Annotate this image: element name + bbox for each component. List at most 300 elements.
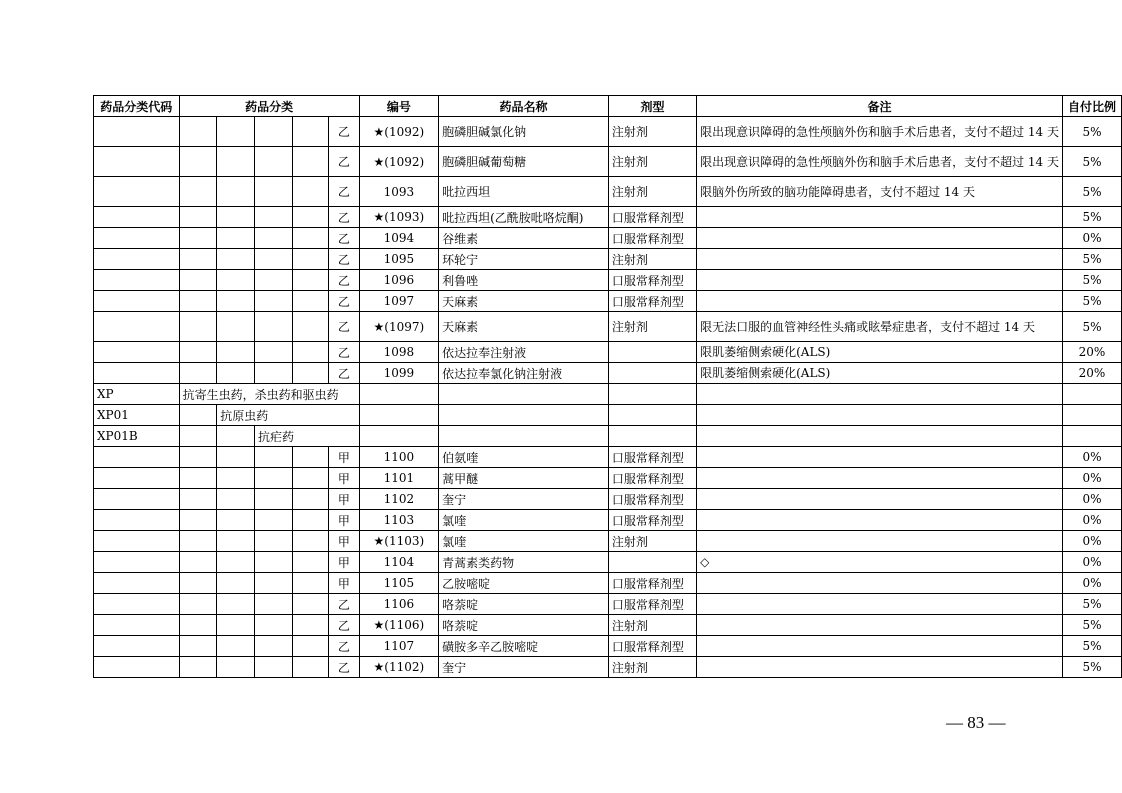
category-level-3-cell <box>255 177 293 207</box>
remark-cell <box>697 510 1063 531</box>
category-level-1-cell <box>179 636 217 657</box>
code-cell <box>94 177 180 207</box>
empty-cell <box>439 384 609 405</box>
grade-cell: 甲 <box>329 489 359 510</box>
category-level-1-cell <box>179 342 217 363</box>
category-level-1-cell <box>179 510 217 531</box>
ratio-cell: 5% <box>1063 615 1122 636</box>
table-row <box>94 270 1122 291</box>
number-cell: 1094 <box>359 228 439 249</box>
drug-name-cell: 乙胺嘧啶 <box>439 573 609 594</box>
category-level-2-cell <box>217 228 255 249</box>
code-cell <box>94 531 180 552</box>
grade-cell: 乙 <box>329 270 359 291</box>
category-level-1-cell <box>179 552 217 573</box>
category-level-1-cell <box>179 447 217 468</box>
drug-name-cell: 谷维素 <box>439 228 609 249</box>
category-level-2-cell <box>217 291 255 312</box>
header-number: 编号 <box>359 96 439 117</box>
number-cell: 1106 <box>359 594 439 615</box>
category-level-4-cell <box>293 342 329 363</box>
table-row <box>94 249 1122 270</box>
remark-cell: 限肌萎缩侧索硬化(ALS) <box>697 363 1063 384</box>
category-level-2-cell <box>217 510 255 531</box>
category-level-2-cell <box>217 531 255 552</box>
code-cell <box>94 270 180 291</box>
category-level-1-cell <box>179 249 217 270</box>
grade-cell: 乙 <box>329 615 359 636</box>
number-cell: 1098 <box>359 342 439 363</box>
number-cell: ★(1097) <box>359 312 439 342</box>
code-cell <box>94 552 180 573</box>
ratio-cell: 5% <box>1063 636 1122 657</box>
category-level-2-cell <box>217 657 255 678</box>
category-level-4-cell <box>293 270 329 291</box>
number-cell: ★(1106) <box>359 615 439 636</box>
empty-cell <box>1063 405 1122 426</box>
category-level-3-cell <box>255 531 293 552</box>
ratio-cell: 5% <box>1063 291 1122 312</box>
code-cell <box>94 312 180 342</box>
table-row <box>94 489 1122 510</box>
category-level-3-cell <box>255 228 293 249</box>
category-level-4-cell <box>293 468 329 489</box>
category-level-1-cell <box>179 312 217 342</box>
category-level-2-cell <box>217 363 255 384</box>
category-level-4-cell <box>293 531 329 552</box>
dosage-form-cell: 口服常释剂型 <box>608 447 696 468</box>
table-row <box>94 117 1122 147</box>
category-level-3-cell <box>255 468 293 489</box>
category-level-3-cell <box>255 342 293 363</box>
category-level-4-cell <box>293 657 329 678</box>
grade-cell: 甲 <box>329 573 359 594</box>
table-row <box>94 636 1122 657</box>
code-cell <box>94 363 180 384</box>
dosage-form-cell: 口服常释剂型 <box>608 594 696 615</box>
grade-cell: 乙 <box>329 594 359 615</box>
category-level-1-cell <box>179 228 217 249</box>
ratio-cell: 20% <box>1063 363 1122 384</box>
category-level-3-cell <box>255 573 293 594</box>
drug-name-cell: 依达拉奉氯化钠注射液 <box>439 363 609 384</box>
header-remark: 备注 <box>697 96 1063 117</box>
drug-name-cell: 咯萘啶 <box>439 615 609 636</box>
code-cell <box>94 291 180 312</box>
ratio-cell: 5% <box>1063 147 1122 177</box>
empty-cell <box>608 405 696 426</box>
category-level-2-cell <box>217 468 255 489</box>
grade-cell: 甲 <box>329 552 359 573</box>
table-row <box>94 207 1122 228</box>
category-level-2-cell <box>217 573 255 594</box>
category-level-1-cell <box>179 117 217 147</box>
header-code: 药品分类代码 <box>94 96 180 117</box>
category-level-4-cell <box>293 510 329 531</box>
category-label-cell: 抗寄生虫药，杀虫药和驱虫药 <box>179 384 359 405</box>
drug-name-cell: 奎宁 <box>439 489 609 510</box>
category-level-3-cell <box>255 552 293 573</box>
table-row <box>94 177 1122 207</box>
empty-cell <box>439 405 609 426</box>
code-cell <box>94 207 180 228</box>
header-name: 药品名称 <box>439 96 609 117</box>
category-level-2-cell <box>217 177 255 207</box>
table-row <box>94 657 1122 678</box>
remark-cell <box>697 531 1063 552</box>
ratio-cell: 20% <box>1063 342 1122 363</box>
remark-cell: ◇ <box>697 552 1063 573</box>
dosage-form-cell: 口服常释剂型 <box>608 228 696 249</box>
number-cell: 1099 <box>359 363 439 384</box>
empty-cell <box>359 405 439 426</box>
category-level-1-cell <box>179 615 217 636</box>
dosage-form-cell: 注射剂 <box>608 117 696 147</box>
number-cell: 1097 <box>359 291 439 312</box>
grade-cell: 乙 <box>329 363 359 384</box>
remark-cell <box>697 207 1063 228</box>
category-level-3-cell <box>255 363 293 384</box>
remark-cell: 限肌萎缩侧索硬化(ALS) <box>697 342 1063 363</box>
category-level-1-cell <box>179 594 217 615</box>
category-level-1-cell <box>179 573 217 594</box>
category-level-4-cell <box>293 573 329 594</box>
category-level-2-cell <box>217 615 255 636</box>
page-number: — 83 — <box>946 713 1006 732</box>
category-level-4-cell <box>293 291 329 312</box>
empty-cell <box>697 384 1063 405</box>
dosage-form-cell: 口服常释剂型 <box>608 489 696 510</box>
ratio-cell: 0% <box>1063 447 1122 468</box>
code-cell <box>94 117 180 147</box>
drug-name-cell: 磺胺多辛乙胺嘧啶 <box>439 636 609 657</box>
table-row <box>94 573 1122 594</box>
dosage-form-cell <box>608 342 696 363</box>
dosage-form-cell: 注射剂 <box>608 249 696 270</box>
category-level-1-cell <box>179 489 217 510</box>
dosage-form-cell <box>608 552 696 573</box>
category-level-4-cell <box>293 147 329 177</box>
remark-cell <box>697 249 1063 270</box>
table-row <box>94 228 1122 249</box>
grade-cell: 乙 <box>329 342 359 363</box>
category-level-4-cell <box>293 447 329 468</box>
ratio-cell: 5% <box>1063 207 1122 228</box>
empty-cell <box>697 405 1063 426</box>
empty-cell <box>359 426 439 447</box>
remark-cell: 限无法口服的血管神经性头痛或眩晕症患者，支付不超过 14 天 <box>697 312 1063 342</box>
category-level-2-cell <box>217 207 255 228</box>
category-level-2-cell <box>217 594 255 615</box>
code-cell <box>94 636 180 657</box>
category-level-4-cell <box>293 177 329 207</box>
remark-cell <box>697 636 1063 657</box>
drug-name-cell: 吡拉西坦 <box>439 177 609 207</box>
table-row <box>94 468 1122 489</box>
category-level-3-cell <box>255 636 293 657</box>
dosage-form-cell: 注射剂 <box>608 147 696 177</box>
dosage-form-cell: 注射剂 <box>608 615 696 636</box>
grade-cell: 甲 <box>329 531 359 552</box>
ratio-cell: 0% <box>1063 489 1122 510</box>
category-level-4-cell <box>293 552 329 573</box>
remark-cell <box>697 468 1063 489</box>
table-row <box>94 291 1122 312</box>
drug-name-cell: 吡拉西坦(乙酰胺吡咯烷酮) <box>439 207 609 228</box>
number-cell: ★(1092) <box>359 117 439 147</box>
category-level-3-cell <box>255 510 293 531</box>
ratio-cell: 0% <box>1063 573 1122 594</box>
category-code-cell: XP <box>94 384 180 405</box>
category-level-2-cell <box>217 270 255 291</box>
category-level-4-cell <box>293 615 329 636</box>
category-level-3-cell <box>255 594 293 615</box>
category-level-2-cell <box>217 312 255 342</box>
code-cell <box>94 228 180 249</box>
code-cell <box>94 468 180 489</box>
empty-cell <box>608 426 696 447</box>
number-cell: 1101 <box>359 468 439 489</box>
empty-cell <box>439 426 609 447</box>
category-level-1-cell <box>179 147 217 177</box>
grade-cell: 乙 <box>329 657 359 678</box>
dosage-form-cell: 口服常释剂型 <box>608 291 696 312</box>
dosage-form-cell <box>608 363 696 384</box>
remark-cell <box>697 657 1063 678</box>
grade-cell: 乙 <box>329 207 359 228</box>
category-level-3-cell <box>255 615 293 636</box>
empty-cell <box>1063 426 1122 447</box>
dosage-form-cell: 口服常释剂型 <box>608 510 696 531</box>
category-level-4-cell <box>293 117 329 147</box>
ratio-cell: 0% <box>1063 531 1122 552</box>
remark-cell <box>697 291 1063 312</box>
category-level-4-cell <box>293 363 329 384</box>
category-level-2-cell <box>217 636 255 657</box>
grade-cell: 乙 <box>329 117 359 147</box>
remark-cell <box>697 228 1063 249</box>
number-cell: 1103 <box>359 510 439 531</box>
dosage-form-cell: 注射剂 <box>608 531 696 552</box>
grade-cell: 甲 <box>329 447 359 468</box>
category-code-cell: XP01B <box>94 426 180 447</box>
number-cell: 1100 <box>359 447 439 468</box>
category-level-3-cell <box>255 489 293 510</box>
dosage-form-cell: 口服常释剂型 <box>608 636 696 657</box>
remark-cell: 限脑外伤所致的脑功能障碍患者，支付不超过 14 天 <box>697 177 1063 207</box>
drug-name-cell: 胞磷胆碱氯化钠 <box>439 117 609 147</box>
category-level-1-cell <box>179 177 217 207</box>
table-body <box>94 117 1122 678</box>
ratio-cell: 0% <box>1063 510 1122 531</box>
category-level-3-cell <box>255 657 293 678</box>
dosage-form-cell: 口服常释剂型 <box>608 468 696 489</box>
category-level-1-cell <box>179 657 217 678</box>
number-cell: ★(1092) <box>359 147 439 177</box>
category-level-3-cell <box>255 270 293 291</box>
drug-name-cell: 天麻素 <box>439 291 609 312</box>
table-row <box>94 342 1122 363</box>
code-cell <box>94 510 180 531</box>
table-row <box>94 147 1122 177</box>
empty-cell <box>1063 384 1122 405</box>
table-row <box>94 510 1122 531</box>
category-level-1-cell <box>179 363 217 384</box>
drug-name-cell: 奎宁 <box>439 657 609 678</box>
code-cell <box>94 342 180 363</box>
code-cell <box>94 594 180 615</box>
number-cell: ★(1103) <box>359 531 439 552</box>
category-level-2-cell <box>217 117 255 147</box>
grade-cell: 甲 <box>329 510 359 531</box>
grade-cell: 乙 <box>329 147 359 177</box>
ratio-cell: 5% <box>1063 657 1122 678</box>
number-cell: 1107 <box>359 636 439 657</box>
drug-name-cell: 依达拉奉注射液 <box>439 342 609 363</box>
category-level-2-cell <box>217 342 255 363</box>
number-cell: 1102 <box>359 489 439 510</box>
code-cell <box>94 573 180 594</box>
number-cell: 1104 <box>359 552 439 573</box>
remark-cell <box>697 615 1063 636</box>
drug-name-cell: 胞磷胆碱葡萄糖 <box>439 147 609 177</box>
category-level-3-cell <box>255 447 293 468</box>
category-label-cell: 抗疟药 <box>255 426 360 447</box>
category-level-4-cell <box>293 312 329 342</box>
code-cell <box>94 489 180 510</box>
drug-name-cell: 蒿甲醚 <box>439 468 609 489</box>
dosage-form-cell: 注射剂 <box>608 312 696 342</box>
category-indent-cell <box>217 426 255 447</box>
grade-cell: 乙 <box>329 312 359 342</box>
drug-name-cell: 氯喹 <box>439 510 609 531</box>
category-level-3-cell <box>255 207 293 228</box>
grade-cell: 甲 <box>329 468 359 489</box>
drug-name-cell: 利鲁唑 <box>439 270 609 291</box>
header-category: 药品分类 <box>179 96 359 117</box>
category-indent-cell <box>179 405 217 426</box>
category-level-1-cell <box>179 531 217 552</box>
category-level-3-cell <box>255 249 293 270</box>
ratio-cell: 5% <box>1063 594 1122 615</box>
category-level-1-cell <box>179 207 217 228</box>
remark-cell <box>697 573 1063 594</box>
table-row <box>94 363 1122 384</box>
header-row <box>94 96 1122 117</box>
grade-cell: 乙 <box>329 636 359 657</box>
ratio-cell: 0% <box>1063 228 1122 249</box>
category-level-1-cell <box>179 468 217 489</box>
grade-cell: 乙 <box>329 291 359 312</box>
number-cell: 1105 <box>359 573 439 594</box>
remark-cell <box>697 489 1063 510</box>
remark-cell <box>697 447 1063 468</box>
category-code-cell: XP01 <box>94 405 180 426</box>
grade-cell: 乙 <box>329 249 359 270</box>
drug-name-cell: 青蒿素类药物 <box>439 552 609 573</box>
category-level-2-cell <box>217 552 255 573</box>
number-cell: ★(1093) <box>359 207 439 228</box>
category-level-1-cell <box>179 291 217 312</box>
ratio-cell: 5% <box>1063 177 1122 207</box>
number-cell: 1095 <box>359 249 439 270</box>
category-level-2-cell <box>217 489 255 510</box>
code-cell <box>94 147 180 177</box>
number-cell: 1096 <box>359 270 439 291</box>
empty-cell <box>608 384 696 405</box>
category-row <box>94 384 1122 405</box>
category-level-2-cell <box>217 447 255 468</box>
category-level-3-cell <box>255 147 293 177</box>
category-level-3-cell <box>255 291 293 312</box>
remark-cell: 限出现意识障碍的急性颅脑外伤和脑手术后患者，支付不超过 14 天 <box>697 147 1063 177</box>
drug-table <box>93 95 1122 678</box>
code-cell <box>94 657 180 678</box>
dosage-form-cell: 注射剂 <box>608 657 696 678</box>
ratio-cell: 0% <box>1063 468 1122 489</box>
category-level-2-cell <box>217 249 255 270</box>
category-level-2-cell <box>217 147 255 177</box>
category-level-4-cell <box>293 249 329 270</box>
category-level-3-cell <box>255 117 293 147</box>
ratio-cell: 5% <box>1063 270 1122 291</box>
table-row <box>94 615 1122 636</box>
category-row <box>94 426 1122 447</box>
remark-cell <box>697 270 1063 291</box>
drug-name-cell: 伯氨喹 <box>439 447 609 468</box>
table-row <box>94 594 1122 615</box>
ratio-cell: 0% <box>1063 552 1122 573</box>
table-row <box>94 552 1122 573</box>
drug-name-cell: 氯喹 <box>439 531 609 552</box>
number-cell: 1093 <box>359 177 439 207</box>
empty-cell <box>359 384 439 405</box>
remark-cell: 限出现意识障碍的急性颅脑外伤和脑手术后患者，支付不超过 14 天 <box>697 117 1063 147</box>
ratio-cell: 5% <box>1063 249 1122 270</box>
drug-name-cell: 咯萘啶 <box>439 594 609 615</box>
header-ratio: 自付比例 <box>1063 96 1122 117</box>
category-level-4-cell <box>293 594 329 615</box>
table-row <box>94 531 1122 552</box>
category-level-4-cell <box>293 207 329 228</box>
category-level-4-cell <box>293 636 329 657</box>
table-row <box>94 447 1122 468</box>
remark-cell <box>697 594 1063 615</box>
category-row <box>94 405 1122 426</box>
ratio-cell: 5% <box>1063 117 1122 147</box>
number-cell: ★(1102) <box>359 657 439 678</box>
category-label-cell: 抗原虫药 <box>217 405 359 426</box>
dosage-form-cell: 口服常释剂型 <box>608 573 696 594</box>
category-level-3-cell <box>255 312 293 342</box>
code-cell <box>94 249 180 270</box>
table-row <box>94 312 1122 342</box>
header-form: 剂型 <box>608 96 696 117</box>
code-cell <box>94 447 180 468</box>
category-level-4-cell <box>293 228 329 249</box>
dosage-form-cell: 注射剂 <box>608 177 696 207</box>
code-cell <box>94 615 180 636</box>
category-level-4-cell <box>293 489 329 510</box>
drug-name-cell: 环轮宁 <box>439 249 609 270</box>
empty-cell <box>697 426 1063 447</box>
dosage-form-cell: 口服常释剂型 <box>608 270 696 291</box>
drug-name-cell: 天麻素 <box>439 312 609 342</box>
category-level-1-cell <box>179 270 217 291</box>
grade-cell: 乙 <box>329 177 359 207</box>
dosage-form-cell: 口服常释剂型 <box>608 207 696 228</box>
grade-cell: 乙 <box>329 228 359 249</box>
